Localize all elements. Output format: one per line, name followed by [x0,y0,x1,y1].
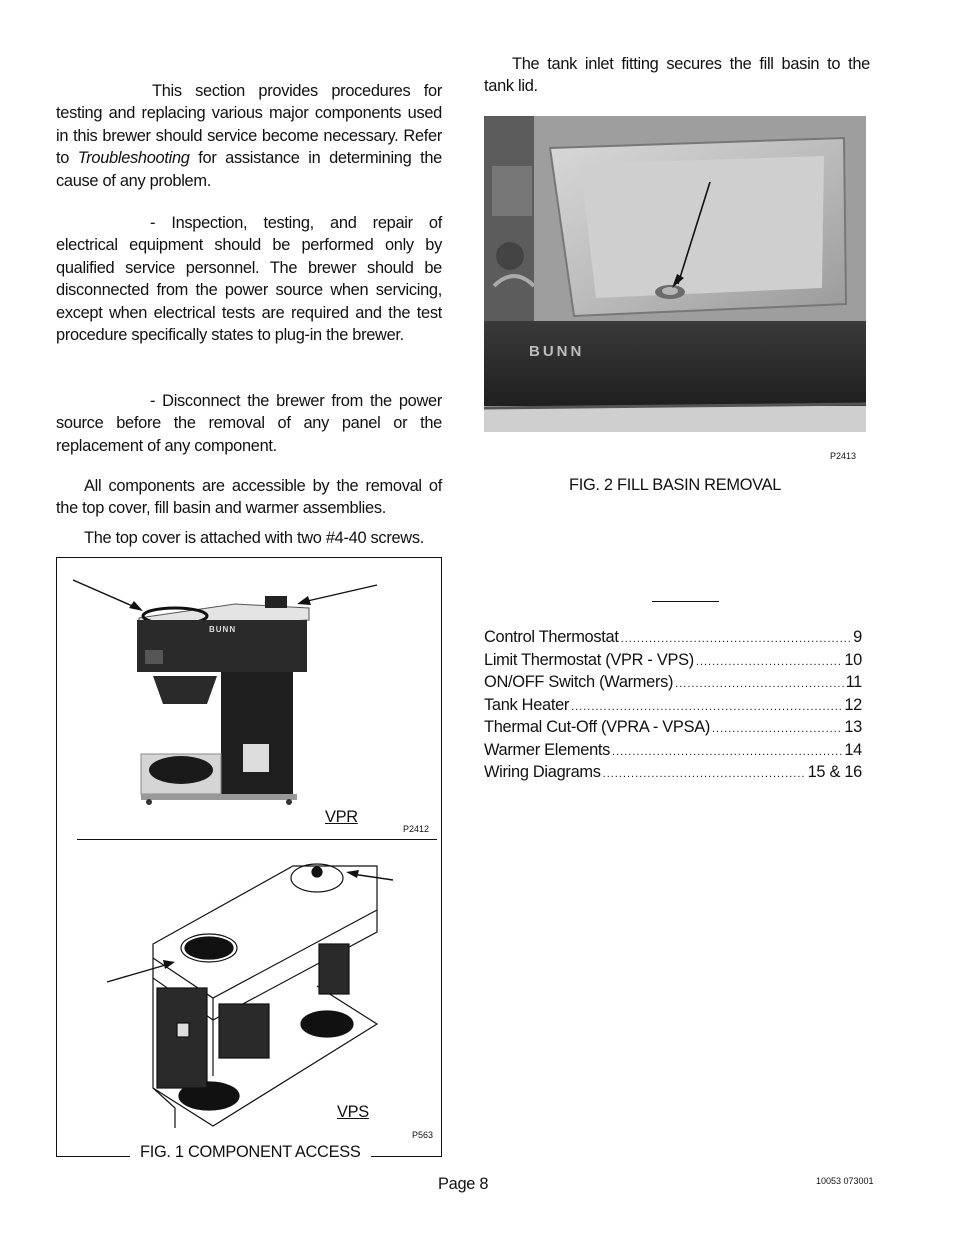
vpr-code: P2412 [403,824,430,834]
access-paragraph: All components are accessible by the removal of the top cover, fill basin and warmer assemblies. [56,477,442,518]
top-cover-paragraph: The top cover is attached with two #4-40 screws. [84,529,424,547]
troubleshooting-reference: Troubleshooting [77,149,190,168]
toc-item[interactable]: Warmer Elements ..... 14 [484,741,862,764]
vpr-brand-text: BUNN [209,625,237,634]
fig1-caption: FIG. 1 COMPONENT ACCESS [130,1143,371,1162]
caution-paragraph: - Inspection, testing, and repair of electrical equipment should be performed only by qualified service personnel. The brewer should be disconnected from the power source when servicing, except when electrical tests are required and the test procedure specifically states to plug-in the brewer. [56,214,442,345]
fig2-caption: FIG. 2 FILL BASIN REMOVAL [569,476,782,494]
fig2-code: P2413 [830,451,857,461]
vps-code: P563 [412,1130,434,1140]
toc-item[interactable]: ON/OFF Switch (Warmers) ..... 11 [484,673,862,696]
page-number: Page 8 [438,1175,489,1193]
figure-1-frame [56,557,442,1157]
document-code: 10053 073001 [816,1176,874,1186]
vps-label: VPS [337,1103,369,1121]
toc-item[interactable]: Limit Thermostat (VPR - VPS) ..... 10 [484,651,862,674]
toc-item[interactable]: Wiring Diagrams ..... 15 & 16 [484,763,862,786]
toc-item[interactable]: Control Thermostat ..... 9 [484,628,862,651]
fill-basin-photo [484,116,866,432]
contents-list [484,628,862,786]
vpr-brewer-illustration [57,558,441,838]
vpr-label: VPR [325,808,358,826]
vps-brewer-illustration [57,848,441,1148]
toc-heading-rule [652,601,719,602]
figure-1-divider [77,839,437,840]
toc-item[interactable]: Tank Heater ..... 12 [484,696,862,719]
intro-paragraph: This section provides procedures for testing and replacing various major components used in this brewer should service become necessary. Refer to Troubleshooting for assistance in determining the cause of any problem. [56,82,442,190]
toc-item[interactable]: Thermal Cut-Off (VPRA - VPSA) ..... 13 [484,718,862,741]
warning-paragraph: - Disconnect the brewer from the power source before the removal of any panel or the replacement of any component. [56,392,442,455]
fig2-brand-text: BUNN [529,343,585,360]
tank-inlet-paragraph: The tank inlet fitting secures the fill basin to the tank lid. [484,55,870,96]
